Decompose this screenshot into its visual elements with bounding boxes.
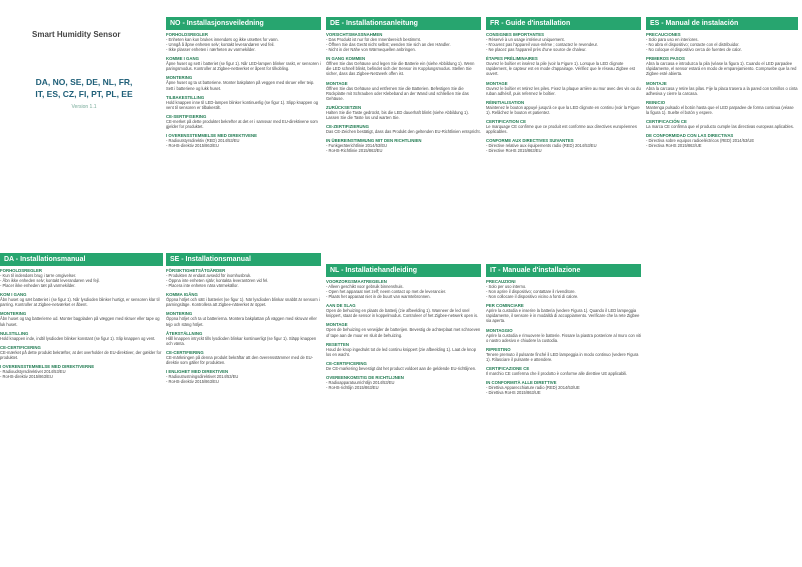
list-item: - Direttiva Apparecchiature radio (RED) 2014/53/UE — [486, 385, 641, 390]
section-title-de: DE - Installationsanleitung — [326, 17, 481, 30]
block-heading: DE CONFORMIDAD CON LAS DIRECTIVAS — [646, 133, 734, 139]
list-item: - Ne placez pas l'appareil près d'une source de chaleur. — [486, 47, 641, 52]
list-item: - RoHS-richtlijn 2015/863/EU — [326, 385, 481, 390]
block-paragraph: CE-mærket på dette produkt bekræfter, at det overholder de EU-direktiver, der gælder for produktet. — [0, 349, 162, 360]
product-title: Smart Humidity Sensor — [32, 30, 121, 39]
section-block — [166, 292, 321, 307]
block-heading: MONTAGE — [486, 80, 508, 86]
block-heading: CONFORME AUX DIRECTIVES SUIVANTES — [486, 138, 574, 144]
block-paragraph: La marca CE confirma que el producto cumple las directivas europeas aplicables. — [646, 123, 794, 129]
section-block — [486, 347, 641, 362]
section-block — [326, 342, 481, 357]
list-item: - Radioutrustningsdirektivet 2014/53/EU — [166, 374, 321, 379]
block-paragraph: Håll knappen intryckt tills lysdioden blinkar kontinuerligt (se figur 1). Släpp knappen och vänta. — [166, 335, 317, 346]
block-paragraph: Open de behuizing en verwijder de batterijen. Bevestig de achterplaat met schroeven of tape aan de muur en sluit de behuizing. — [326, 327, 481, 338]
list-item: - Unngå å åpne enheten selv; kontakt leverandøren ved feil. — [166, 42, 321, 47]
block-paragraph: Ouvrez le boîtier et retirez les piles. Fixez la plaque arrière au mur avec des vis ou du ruban adhésif, puis refermez le boîtier. — [486, 85, 641, 96]
block-heading: ÅTERSTÄLLNING — [166, 330, 203, 336]
section-block — [486, 119, 641, 134]
block-heading: I OVERENSSTEMMELSE MED DIREKTIVERNE — [0, 363, 95, 369]
list-item: - Placer ikke enheden tæt på varmekilder. — [0, 283, 163, 288]
block-paragraph: Houd de knop ingedrukt tot de led continu knippert (zie afbeelding 1). Laat de knop los en wacht. — [326, 346, 476, 357]
column-fr — [486, 17, 641, 262]
list-item: - Non collocare il dispositivo vicino a fonti di calore. — [486, 294, 641, 299]
block-heading: RIPRISTINO — [486, 346, 511, 352]
list-item: - Directiva RoHS 2015/863/UE — [646, 143, 798, 148]
language-line-2: IT, ES, CZ, FI, PT, PL, EE — [35, 89, 133, 99]
block-heading: AAN DE SLAG — [326, 303, 356, 309]
block-heading: CE-SERTIFISERING — [166, 113, 207, 119]
column-de — [326, 17, 481, 262]
section-block — [326, 303, 481, 318]
section-block — [326, 375, 481, 390]
section-title-es: ES - Manual de instalación — [646, 17, 798, 30]
block-heading: REINICIO — [646, 99, 666, 105]
list-item: - Plaats het apparaat niet in de buurt van warmtebronnen. — [326, 294, 481, 299]
block-heading: CE-CERTIFICERING — [0, 344, 41, 350]
section-block — [166, 133, 321, 148]
block-heading: ÉTAPES PRÉLIMINAIRES — [486, 56, 538, 62]
list-item: - RoHS-direktiv 2015/863/EU — [166, 143, 321, 148]
block-heading: MONTAGGIO — [486, 327, 513, 333]
section-block — [326, 32, 481, 52]
block-heading: IN ÜBEREINSTIMMUNG MIT DEN RICHTLINIEN — [326, 138, 422, 144]
section-block — [486, 366, 641, 376]
block-paragraph: Åpne huset og ta ut batteriene. Monter bakplaten på veggen med skruer eller teip. Sett i batteriene og lukk huset. — [166, 80, 315, 91]
section-block — [646, 81, 798, 96]
block-heading: PRECAUZIONI — [486, 279, 516, 284]
block-heading: CERTIFICAZIONE CE — [486, 365, 530, 371]
section-block — [0, 331, 163, 341]
section-block — [166, 331, 321, 346]
section-block — [166, 311, 321, 326]
section-block — [486, 138, 641, 153]
section-block — [166, 268, 321, 288]
block-paragraph: CE-merket på dette produktet bekrefter at det er i samsvar med EU-direktivene som gjelder for produktet. — [166, 118, 318, 129]
list-item: - Ikke plasser enheten i nærheten av varmekilder. — [166, 47, 321, 52]
block-heading: MONTAJE — [646, 80, 667, 86]
list-item: - Solo per uso interno. — [486, 284, 641, 289]
list-item: - Enheten kan kun brukes innendørs og ikke utsettes for vann. — [166, 37, 321, 42]
block-heading: RESETTEN — [326, 341, 349, 347]
block-paragraph: Abra la carcasa e introduzca la pila (véase la figura 1). Cuando el LED parpadee rápidamente, el sensor estará en modo de emparejamiento. Compruebe que la red Zigbee esté abierta. — [646, 61, 797, 77]
block-paragraph: Mantenga pulsado el botón hasta que el LED parpadee de forma continua (véase la figura 1). Suelte el botón y espere. — [646, 104, 794, 115]
block-heading: PRECAUCIONES — [646, 32, 681, 37]
section-block — [326, 138, 481, 153]
block-paragraph: Das CE-Zeichen bestätigt, dass das Produkt den geltenden EU-Richtlinien entspricht. — [326, 129, 481, 135]
block-heading: CONSIGNES IMPORTANTES — [486, 32, 544, 37]
section-block — [326, 56, 481, 76]
language-list — [34, 76, 134, 100]
section-block — [326, 279, 481, 299]
list-item: - Directive relative aux équipements radio (RED) 2014/53/EU — [486, 143, 641, 148]
version-label: Version 1.1 — [71, 104, 97, 110]
list-item: - Öppna inte enheten själv; kontakta leverantören vid fel. — [166, 278, 321, 283]
section-block — [166, 114, 321, 129]
block-paragraph: Ouvrez le boîtier et insérez la pile (voir la Figure 1). Lorsque la LED clignote rapidement, le capteur est en mode d'appairage. Vérifiez que le réseau Zigbee est ouvert. — [486, 61, 635, 77]
block-heading: KOMME I GANG — [166, 56, 199, 62]
list-item: - N'ouvrez pas l'appareil vous-même ; contactez le revendeur. — [486, 42, 641, 47]
list-item: - Direttiva RoHS 2015/863/UE — [486, 390, 641, 395]
list-item: - Radioudstyrsdirektivet 2014/53/EU — [0, 369, 163, 374]
block-paragraph: Öppna höljet och sätt i batteriet (se figur 1). När lysdioden blinkar snabbt är sensorn i parningsläge. Kontrollera att Zigbee-nätverket är öppet. — [166, 297, 320, 308]
section-block — [646, 133, 798, 148]
section-block — [326, 124, 481, 134]
section-block — [0, 292, 163, 307]
section-title-it: IT - Manuale d'installazione — [486, 264, 641, 277]
list-item: - No coloque el dispositivo cerca de fuentes de calor. — [646, 47, 798, 52]
block-heading: VOORZORGSMAATREGELEN — [326, 279, 387, 284]
section-block — [166, 75, 321, 90]
list-item: - No abra el dispositivo; contacte con el distribuidor. — [646, 42, 798, 47]
section-block — [646, 56, 798, 76]
list-item: - Produkten är endast avsedd för inomhusbruk. — [166, 273, 321, 278]
list-item: - RoHS-direktiv 2015/863/EU — [0, 374, 163, 379]
column-nl — [326, 264, 481, 563]
block-heading: CERTIFICATION CE — [486, 118, 527, 124]
section-block — [486, 279, 641, 299]
list-item: - Öffnen Sie das Gerät nicht selbst; wenden Sie sich an den Händler. — [326, 42, 481, 47]
section-block — [646, 32, 798, 52]
section-block — [166, 369, 321, 384]
section-block — [166, 350, 321, 365]
block-heading: ZURÜCKSETZEN — [326, 104, 362, 110]
block-heading: I OVERENSSTEMMELSE MED DIREKTIVENE — [166, 133, 257, 139]
block-heading: IN GANG KOMMEN — [326, 56, 366, 62]
section-block — [486, 303, 641, 323]
list-item: - Nicht in der Nähe von Wärmequellen anbringen. — [326, 47, 481, 52]
block-heading: CE-CERTIFICERING — [326, 360, 367, 366]
block-heading: MONTERING — [166, 311, 193, 317]
section-title-no: NO - Installasjonsveiledning — [166, 17, 321, 30]
block-heading: FORHOLDSREGLER — [0, 268, 43, 273]
list-item: - Non aprire il dispositivo; contattare il rivenditore. — [486, 289, 641, 294]
block-heading: VORSICHTSMASSNAHMEN — [326, 32, 383, 37]
cover — [0, 0, 160, 250]
block-heading: FÖRSIKTIGHETSÅTGÄRDER — [166, 268, 226, 273]
section-block — [166, 32, 321, 52]
block-paragraph: Hold knappen inde, indtil lysdioden blinker konstant (se figur 1). Slip knappen og vent. — [0, 335, 156, 341]
block-paragraph: Öffnen Sie das Gehäuse und entfernen Sie die Batterien. Befestigen Sie die Rückplatte mit Schrauben oder Klebeband an der Wand und schließen Sie das Gehäuse. — [326, 85, 469, 101]
block-paragraph: Aprire la custodia e rimuovere le batterie. Fissare la piastra posteriore al muro con viti o nastro adesivo e chiudere la custodia. — [486, 332, 641, 343]
section-block — [486, 32, 641, 52]
block-heading: OVEREENKOMSTIG DE RICHTLIJNEN — [326, 374, 404, 380]
list-item: - Åbn ikke enheden selv; kontakt leverandøren ved fejl. — [0, 278, 163, 283]
list-item: - Radioutstyrsdirektiv (RED) 2014/53/EU — [166, 138, 321, 143]
block-paragraph: Öppna höljet och ta ut batterierna. Montera bakplattan på väggen med skruvar eller tejp och stäng höljet. — [166, 316, 317, 327]
block-paragraph: Öffnen Sie das Gehäuse und legen Sie die Batterie ein (siehe Abbildung 1). Wenn die LED schnell blinkt, befindet sich der Sensor im Kopplungsmodus. Stellen Sie sicher, dass das Zigbee-Netzwerk offen ist. — [326, 61, 475, 77]
block-heading: MONTERING — [0, 311, 27, 317]
column-it — [486, 264, 641, 563]
section-block — [486, 81, 641, 96]
list-item: - Réservé à un usage intérieur uniquement. — [486, 37, 641, 42]
section-block — [326, 322, 481, 337]
block-paragraph: Il marchio CE conferma che il prodotto è conforme alle direttive UE applicabili. — [486, 370, 628, 376]
section-block — [486, 328, 641, 343]
section-title-da: DA - Installationsmanual — [0, 253, 163, 266]
block-heading: KOMMA IGÅNG — [166, 292, 198, 298]
section-title-fr: FR - Guide d'installation — [486, 17, 641, 30]
block-heading: IN CONFORMITÀ ALLE DIRETTIVE — [486, 380, 557, 386]
list-item: - RoHS-Richtlinie 2015/863/EU — [326, 148, 481, 153]
column-da — [0, 253, 163, 563]
block-heading: KOM I GANG — [0, 292, 27, 298]
section-block — [0, 268, 163, 288]
block-heading: PRIMEROS PASOS — [646, 56, 685, 62]
block-heading: CERTIFICACIÓN CE — [646, 118, 687, 124]
section-title-se: SE - Installationsmanual — [166, 253, 321, 266]
block-paragraph: Halten Sie die Taste gedrückt, bis die LED dauerhaft blinkt (siehe Abbildung 1). Lassen Sie die Taste los und warten Sie. — [326, 109, 469, 120]
list-item: - Das Produkt ist nur für den Innenbereich bestimmt. — [326, 37, 481, 42]
list-item: - Placera inte enheten nära värmekällor. — [166, 283, 321, 288]
block-heading: TILBAKESTILLING — [166, 94, 205, 100]
block-heading: I ENLIGHET MED DIREKTIVEN — [166, 369, 229, 375]
section-block — [486, 100, 641, 115]
section-block — [0, 311, 163, 326]
block-paragraph: Abra la carcasa y retire las pilas. Fije la placa trasera a la pared con tornillos o cinta adhesiva y cierre la carcasa. — [646, 85, 798, 96]
block-heading: PER COMINCIARE — [486, 303, 524, 309]
section-block — [0, 345, 163, 360]
block-paragraph: Åbn huset og tag batterierne ud. Monter bagpladen på væggen med skruer eller tape og luk huset. — [0, 316, 160, 327]
block-paragraph: Aprire la custodia e inserire la batteria (vedere Figura 1). Quando il LED lampeggia rapidamente, il sensore è in modalità di accoppiamento. Verificare che la rete Zigbee sia aperta. — [486, 308, 640, 324]
section-block — [646, 119, 798, 129]
block-paragraph: Åbn huset og sæt batteriet i (se figur 1). Når lysdioden blinker hurtigt, er sensoren klar til parring. Kontroller at Zigbee-netværket er åbent. — [0, 297, 160, 308]
section-block — [326, 105, 481, 120]
list-item: - Open het apparaat niet zelf; neem contact op met de leverancier. — [326, 289, 481, 294]
language-line-1: DA, NO, SE, DE, NL, FR, — [35, 77, 133, 87]
column-se — [166, 253, 321, 563]
list-item: - RoHS-direktiv 2015/863/EU — [166, 379, 321, 384]
block-heading: CE-CERTIFIERING — [166, 349, 204, 355]
block-heading: MONTERING — [166, 75, 193, 81]
block-paragraph: Open de behuizing en plaats de batterij (zie afbeelding 1). Wanneer de led snel knippert, staat de sensor in koppelmodus. Controleer of het Zigbee-netwerk open is. — [326, 308, 479, 319]
block-paragraph: Maintenez le bouton appuyé jusqu'à ce que la LED clignote en continu (voir la Figure 1). Relâchez le bouton et patientez. — [486, 104, 640, 115]
list-item: - Directiva sobre equipos radioeléctricos (RED) 2014/53/UE — [646, 138, 798, 143]
list-item: - Solo para uso en interiores. — [646, 37, 798, 42]
block-heading: CE-ZERTIFIZIERUNG — [326, 124, 369, 130]
block-heading: FORHOLDSREGLER — [166, 32, 209, 37]
section-block — [166, 95, 321, 110]
list-item: - Directive RoHS 2015/863/EU — [486, 148, 641, 153]
block-paragraph: Le marquage CE confirme que ce produit est conforme aux directives européennes applicables. — [486, 123, 637, 135]
block-paragraph: Åpne huset og sett i batteriet (se figur 1). Når LED-lampen blinker raskt, er sensoren i paringsmodus. Kontroller at Zigbee-nettverket er åpent for tilkobling. — [166, 61, 321, 72]
section-title-nl: NL - Installatiehandleiding — [326, 264, 481, 277]
section-block — [486, 380, 641, 395]
list-item: - Radioapparatuurrichtlijn 2014/53/EU — [326, 380, 481, 385]
block-paragraph: CE-märkningen på denna produkt bekräftar att den överensstämmer med de EU-direktiv som gäller för produkten. — [166, 354, 313, 365]
section-block — [646, 100, 798, 115]
column-es — [646, 17, 798, 563]
section-block — [326, 81, 481, 101]
list-item: - Alleen geschikt voor gebruik binnenshuis. — [326, 284, 481, 289]
block-heading: NULSTILLING — [0, 330, 29, 336]
block-heading: MONTAGE — [326, 80, 348, 86]
list-item: - Funkgeräterichtlinie 2014/53/EU — [326, 143, 481, 148]
section-block — [326, 361, 481, 371]
block-paragraph: De CE-markering bevestigt dat het product voldoet aan de geldende EU-richtlijnen. — [326, 365, 477, 371]
list-item: - Kun til indendørs brug i tørre omgivelser. — [0, 273, 163, 278]
block-paragraph: Tenere premuto il pulsante finché il LED lampeggia in modo continuo (vedere Figura 1). Rilasciare il pulsante e attendere. — [486, 351, 639, 362]
column-no — [166, 17, 321, 252]
block-paragraph: Hold knappen inne til LED-lampen blinker kontinuerlig (se figur 1). Slipp knappen og vent til sensoren er tilbakestilt. — [166, 99, 319, 110]
block-heading: MONTAGE — [326, 322, 348, 328]
section-block — [166, 56, 321, 71]
section-block — [486, 56, 641, 76]
section-block — [0, 364, 163, 379]
block-heading: RÉINITIALISATION — [486, 99, 525, 105]
